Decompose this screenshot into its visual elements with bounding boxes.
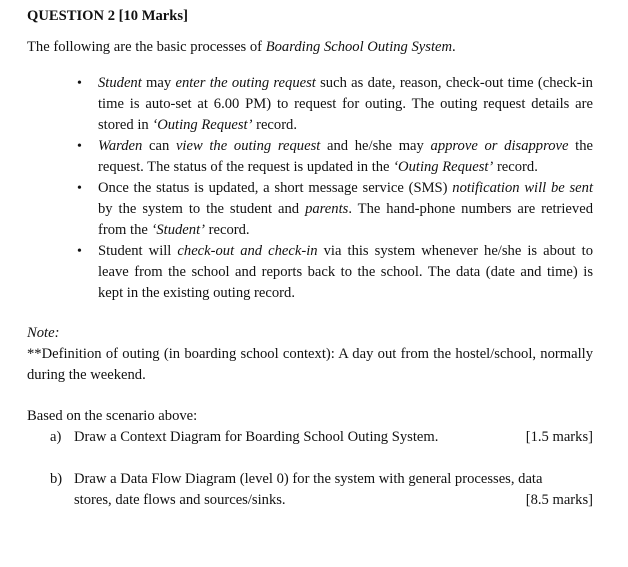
emphasis-text: parents — [305, 201, 349, 217]
task-item-a — [27, 427, 593, 448]
intro-suffix: . — [452, 39, 456, 55]
process-item — [77, 241, 593, 304]
process-item — [77, 178, 593, 241]
task-row — [74, 490, 593, 511]
plain-text: record. — [252, 117, 298, 133]
task-marks: [1.5 marks] — [525, 429, 593, 445]
plain-text: and he/she may — [320, 138, 431, 154]
emphasis-text: Student — [98, 75, 142, 91]
task-text-line2: stores, date flows and sources/sinks. — [74, 492, 286, 508]
plain-text: by the system to the student and — [98, 201, 306, 217]
process-item — [77, 136, 593, 178]
note-label-text: Note: — [27, 325, 60, 341]
process-item — [77, 73, 593, 136]
task-text-line1: Draw a Data Flow Diagram (level 0) for the system with general processes, data — [74, 471, 543, 487]
plain-text: such as date, reason, check-out time (check-in time is auto-set at 6.00 PM) to request for outing. The outing request details are stored in — [98, 75, 593, 133]
emphasis-text: enter the outing request — [175, 75, 316, 91]
task-item-b — [27, 469, 593, 511]
emphasis-text: Warden — [98, 138, 143, 154]
plain-text: can — [142, 138, 176, 154]
task-label: a) — [50, 429, 62, 445]
intro-system-name: Boarding School Outing System — [265, 39, 453, 55]
task-row — [74, 427, 593, 448]
process-text — [98, 180, 593, 238]
outing-definition: **Definition of outing (in boarding school context): A day out from the hostel/school, normally during the weekend. — [27, 346, 593, 383]
emphasis-text: approve or disapprove — [430, 138, 569, 154]
process-text — [98, 243, 593, 301]
plain-text: record. — [493, 159, 538, 175]
note-label — [27, 323, 593, 344]
document-page — [27, 6, 593, 511]
tasks-lead: Based on the scenario above: — [27, 408, 198, 424]
emphasis-text: ‘Student’ — [151, 222, 205, 238]
bullet-icon: • — [77, 181, 82, 196]
intro-prefix: The following are the basic processes of — [27, 39, 266, 55]
task-marks: [8.5 marks] — [525, 492, 593, 508]
intro-paragraph — [27, 37, 593, 58]
plain-text: the request. The status of the request is updated in the — [98, 138, 593, 175]
bullet-icon: • — [77, 76, 82, 91]
plain-text: via this system whenever he/she is about to leave from the school and reports back to the school. The data (date and time) is kept in the existing outing record. — [98, 243, 593, 301]
plain-text: record. — [205, 222, 250, 238]
task-text: Draw a Context Diagram for Boarding School Outing System. — [74, 429, 439, 445]
emphasis-text: ‘Outing Request’ — [152, 117, 253, 133]
emphasis-text: view the outing request — [175, 138, 321, 154]
emphasis-text: notification will be sent — [452, 180, 593, 196]
bullet-icon: • — [77, 244, 82, 259]
emphasis-text: check-out and check-in — [177, 243, 318, 259]
bullet-icon: • — [77, 139, 82, 154]
plain-text: Student will — [98, 243, 178, 259]
process-text — [98, 75, 593, 133]
question-heading: QUESTION 2 [10 Marks] — [27, 8, 188, 24]
process-text — [98, 138, 593, 175]
plain-text: may — [141, 75, 176, 91]
plain-text: Once the status is updated, a short message service (SMS) — [98, 180, 453, 196]
process-list — [27, 73, 593, 304]
plain-text: . The hand-phone numbers are retrieved from the — [98, 201, 593, 238]
emphasis-text: ‘Outing Request’ — [393, 159, 494, 175]
task-label: b) — [50, 471, 63, 487]
